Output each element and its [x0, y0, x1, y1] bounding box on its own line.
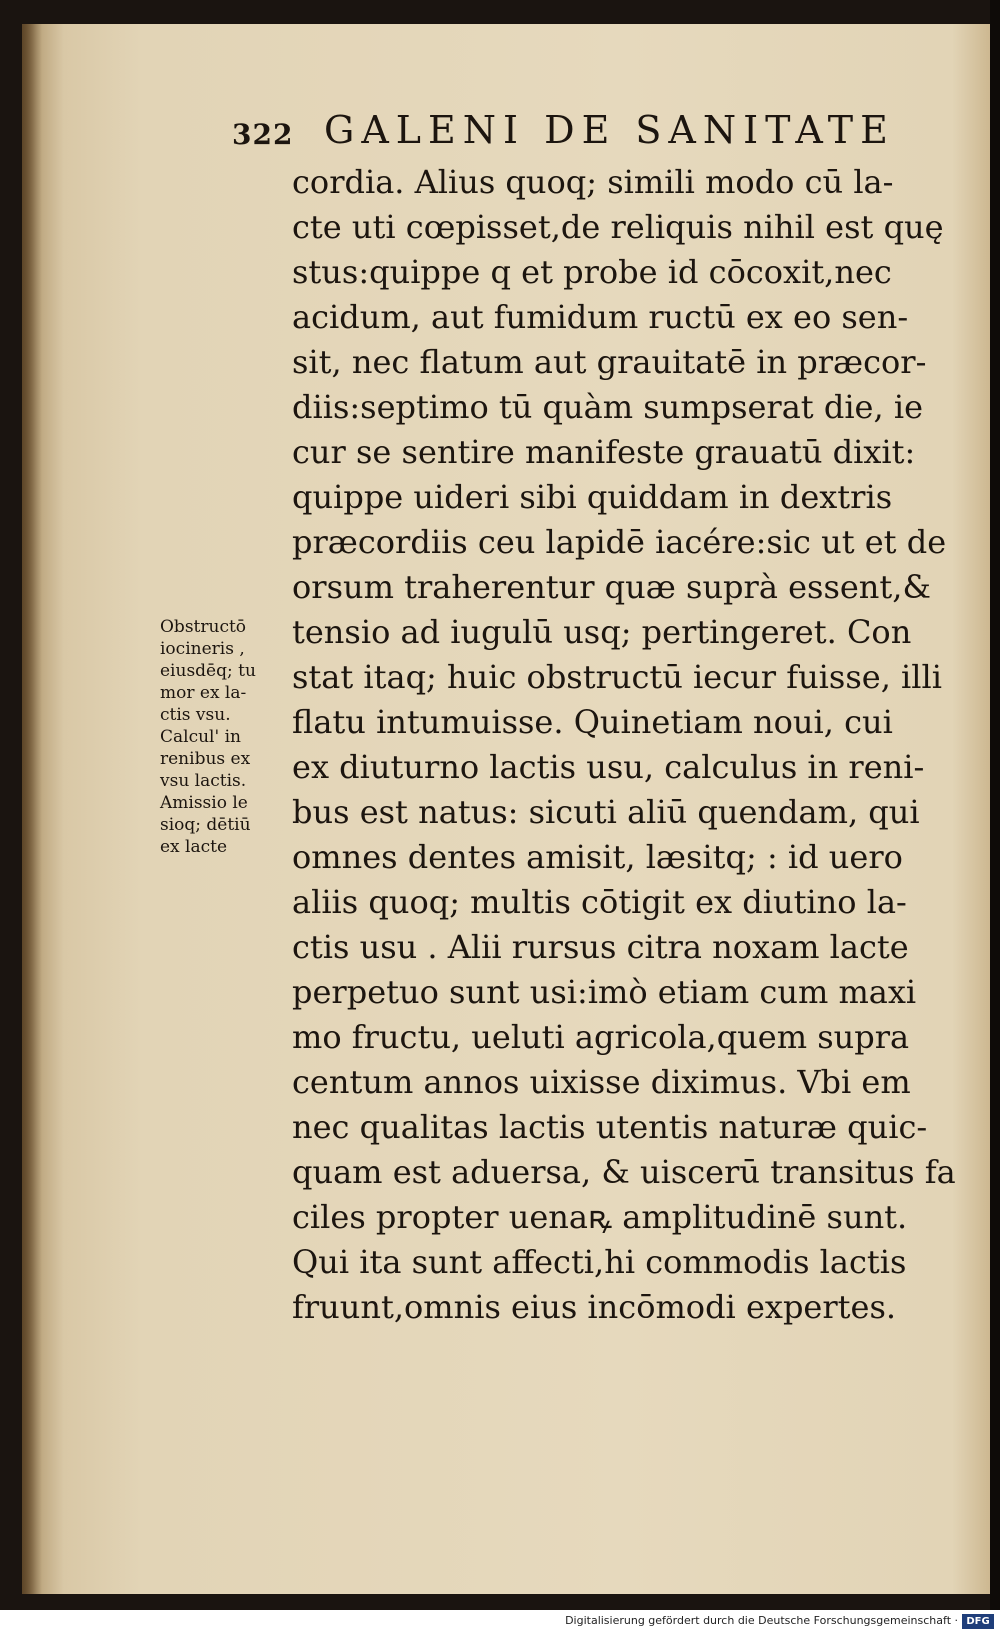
text-line: sit, nec flatum aut grauitatē in præcor- [292, 343, 927, 381]
dfg-logo: DFG [962, 1614, 994, 1629]
footer-bar [0, 1610, 1000, 1635]
text-line: quam est aduersa, & uiscerū transitus fa [292, 1153, 956, 1191]
funding-credit: Digitalisierung gefördert durch die Deutsche Forschungsgemeinschaft · [565, 1614, 958, 1627]
text-line: stus:quippe q et probe id cōcoxit,nec [292, 253, 892, 291]
text-line: diis:septimo tū quàm sumpserat die, ie [292, 388, 923, 426]
text-line: cur se sentire manifeste grauatū dixit: [292, 433, 916, 471]
text-line: stat itaq; huic obstructū iecur fuisse, illi [292, 658, 942, 696]
margin-note-line: ex lacte [160, 837, 228, 857]
margin-note-line: Obstructō [160, 617, 247, 637]
margin-note-line: sioq; dētiū [160, 815, 251, 835]
text-line: cte uti cœpisset,de reliquis nihil est quę [292, 208, 944, 246]
margin-note-line: iocineris , [160, 639, 245, 659]
text-line: ctis usu . Alii rursus citra noxam lacte [292, 928, 909, 966]
text-line: acidum, aut fumidum ructū ex eo sen- [292, 298, 909, 336]
marginal-note [160, 616, 300, 858]
right-edge [990, 0, 1000, 1610]
text-line: nec qualitas lactis utentis naturæ quic- [292, 1108, 928, 1146]
text-line: orsum traherentur quæ suprà essent,& [292, 568, 931, 606]
margin-note-line: ctis vsu. [160, 705, 231, 725]
margin-note-line: vsu lactis. [160, 771, 247, 791]
margin-note-line: mor ex la- [160, 683, 247, 703]
text-line: quippe uideri sibi quiddam in dextris [292, 478, 893, 516]
text-line: aliis quoq; multis cōtigit ex diutino la- [292, 883, 907, 921]
text-line: fruunt,omnis eius incōmodi expertes. [292, 1288, 897, 1326]
text-line: Qui ita sunt affecti,hi commodis lactis [292, 1243, 907, 1281]
text-line: bus est natus: sicuti aliū quendam, qui [292, 793, 920, 831]
text-line: ciles propter uenaꝶ amplitudinē sunt. [292, 1198, 908, 1236]
main-text-block [292, 160, 972, 1330]
margin-note-line: eiusdēq; tu [160, 661, 256, 681]
text-line: mo fructu, ueluti agricola,quem supra [292, 1018, 910, 1056]
margin-note-line: Amissio le [160, 793, 248, 813]
margin-note-line: Calcul' in [160, 727, 241, 747]
text-line: tensio ad iugulū usq; pertingeret. Con [292, 613, 912, 651]
page-header [232, 104, 912, 160]
folio-number: 322 [232, 118, 294, 151]
text-line: omnes dentes amisit, læsitq; : id uero [292, 838, 903, 876]
gutter-shadow [22, 24, 42, 1594]
text-line: perpetuo sunt usi:imò etiam cum maxi [292, 973, 917, 1011]
text-line: cordia. Alius quoq; simili modo cū la- [292, 163, 894, 201]
margin-note-line: renibus ex [160, 749, 251, 769]
text-line: præcordiis ceu lapidē iacére:sic ut et de [292, 523, 947, 561]
running-title: GALENI DE SANITATE [324, 108, 895, 152]
text-line: flatu intumuisse. Quinetiam noui, cui [292, 703, 893, 741]
text-line: centum annos uixisse diximus. Vbi em [292, 1063, 911, 1101]
text-line: ex diuturno lactis usu, calculus in reni- [292, 748, 925, 786]
